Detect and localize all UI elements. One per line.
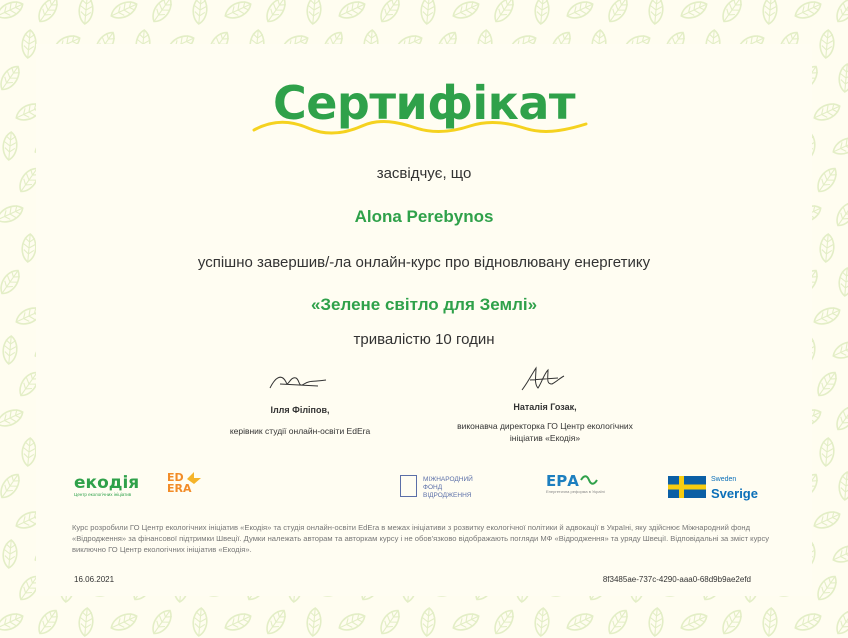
leaf-pattern-icon xyxy=(336,610,367,634)
footnote-disclaimer: Курс розробили ГО Центр екологічних ініціатив «Екодія» та студія онлайн-освіти EdEra в межах ініціативи з розвитку екологічної політики й адвокації в Україні, яку здійснює Міжнародний фонд «Відродження» за фінансової підтримки Швеції. Думки належать авторам та авторкам курсу і не обов'язково відображають погляди МФ «Відродження» та уряду Швеції. Відповідальні за зміст курсу виключно ГО Центр екологічних ініціатив «Екодія». xyxy=(72,523,770,554)
era-logo: ЕРА xyxy=(546,472,579,490)
leaf-pattern-icon xyxy=(838,471,848,500)
leaf-pattern-icon xyxy=(604,0,631,25)
leaf-pattern-icon xyxy=(811,508,842,532)
leaf-pattern-icon xyxy=(490,607,517,638)
issue-date: 16.06.2021 xyxy=(74,575,115,584)
leaf-pattern-icon xyxy=(490,0,517,25)
signature-gozak-image xyxy=(518,364,568,394)
irf-logo-icon xyxy=(400,475,417,497)
leaf-pattern-icon xyxy=(564,0,595,22)
signer-role-line2: ініціатив «Екодія» xyxy=(509,433,581,443)
leaf-pattern-icon xyxy=(813,573,840,604)
ecodia-logo-subtitle: Центр екологічних ініціатив xyxy=(74,492,132,497)
leaf-pattern-icon xyxy=(819,29,835,58)
leaf-pattern-icon xyxy=(21,29,37,58)
irf-logo xyxy=(423,476,473,500)
leaf-pattern-icon xyxy=(813,369,840,400)
leaf-pattern-icon xyxy=(534,0,550,25)
edera-bird-icon xyxy=(186,470,202,486)
leaf-pattern-icon xyxy=(306,607,322,636)
ecodia-logo: екодія xyxy=(74,473,140,493)
sverige-logo: Sverige xyxy=(711,486,758,501)
leaf-pattern-icon xyxy=(832,607,848,638)
duration-text: тривалістю 10 годин xyxy=(353,331,495,348)
signature-block-filipov xyxy=(190,404,410,437)
leaf-pattern-icon xyxy=(792,0,823,22)
leaf-pattern-icon xyxy=(2,131,18,160)
edera-logo-line2: ERA xyxy=(167,482,192,495)
leaf-pattern-icon xyxy=(830,134,848,158)
leaf-pattern-icon xyxy=(0,471,24,502)
irf-logo-line3: ВІДРОДЖЕННЯ xyxy=(423,492,472,499)
leaf-pattern-icon xyxy=(222,0,253,22)
leaf-pattern-icon xyxy=(830,542,848,566)
leaf-pattern-icon xyxy=(336,0,367,22)
leaf-pattern-icon xyxy=(262,607,289,638)
leaf-pattern-icon xyxy=(192,0,208,25)
era-wave-icon xyxy=(580,474,598,486)
leaf-pattern-icon xyxy=(0,406,26,430)
leaf-pattern-icon xyxy=(0,0,26,22)
leaf-pattern-icon xyxy=(34,607,61,638)
leaf-pattern-icon xyxy=(762,0,778,25)
leaf-pattern-icon xyxy=(678,0,709,22)
leaf-pattern-icon xyxy=(108,0,139,22)
leaf-pattern-icon xyxy=(306,0,322,25)
certifies-text: засвідчує, що xyxy=(376,165,472,182)
leaf-pattern-icon xyxy=(262,0,289,25)
sweden-flag-icon xyxy=(668,476,706,498)
signer-name: Наталія Гозак, xyxy=(513,402,577,412)
leaf-pattern-icon xyxy=(604,607,631,638)
leaf-pattern-icon xyxy=(648,0,664,25)
completion-text: успішно завершив/-ла онлайн-курс про відновлювану енергетику xyxy=(197,254,651,271)
certificate-id: 8f3485ae-737c-4290-aaa0-68d9b9ae2efd xyxy=(602,575,751,584)
signature-filipov-image xyxy=(266,370,330,396)
signature-block-gozak xyxy=(425,401,665,444)
leaf-pattern-icon xyxy=(21,437,37,466)
leaf-pattern-icon xyxy=(108,610,139,634)
leaf-pattern-icon xyxy=(648,607,664,636)
leaf-pattern-icon xyxy=(148,607,175,638)
leaf-pattern-icon xyxy=(420,607,436,636)
leaf-pattern-icon xyxy=(34,0,61,25)
leaf-pattern-icon xyxy=(2,539,18,568)
irf-logo-line2: ФОНД xyxy=(423,484,443,491)
leaf-pattern-icon xyxy=(718,607,745,638)
sweden-logo-caption: Sweden xyxy=(711,476,737,483)
leaf-pattern-icon xyxy=(832,0,848,25)
edera-logo-line1: ED xyxy=(167,471,184,484)
leaf-pattern-icon xyxy=(678,610,709,634)
signer-name: Ілля Філіпов, xyxy=(270,405,330,415)
recipient-name: Alona Perebynos xyxy=(354,207,494,226)
leaf-pattern-icon xyxy=(376,607,403,638)
leaf-pattern-icon xyxy=(78,0,94,25)
course-title: «Зелене світло для Землі» xyxy=(310,295,538,314)
yellow-wave-underline xyxy=(252,118,588,136)
leaf-pattern-icon xyxy=(78,607,94,636)
irf-logo-line1: МІЖНАРОДНИЙ xyxy=(423,476,473,483)
leaf-pattern-icon xyxy=(376,0,403,25)
leaf-pattern-icon xyxy=(718,0,745,25)
leaf-pattern-icon xyxy=(819,437,835,466)
leaf-pattern-icon xyxy=(0,610,26,634)
certificate-title: Сертифікат xyxy=(272,76,576,130)
leaf-pattern-icon xyxy=(832,403,848,434)
leaf-pattern-icon xyxy=(450,610,481,634)
era-logo-subtitle: Енергетична реформа в Україні xyxy=(546,489,605,494)
leaf-pattern-icon xyxy=(792,610,823,634)
signer-role-line1: виконавча директорка ГО Центр екологічних xyxy=(457,421,633,431)
leaf-pattern-icon xyxy=(222,610,253,634)
leaf-pattern-icon xyxy=(0,267,24,298)
leaf-pattern-icon xyxy=(762,607,778,636)
leaf-pattern-icon xyxy=(564,610,595,634)
leaf-pattern-icon xyxy=(192,607,208,636)
leaf-pattern-icon xyxy=(450,0,481,22)
leaf-pattern-icon xyxy=(838,267,848,296)
signer-role: керівник студії онлайн-освіти EdEra xyxy=(229,426,371,436)
leaf-pattern-icon xyxy=(420,0,436,25)
leaf-pattern-icon xyxy=(148,0,175,25)
leaf-pattern-icon xyxy=(534,607,550,636)
